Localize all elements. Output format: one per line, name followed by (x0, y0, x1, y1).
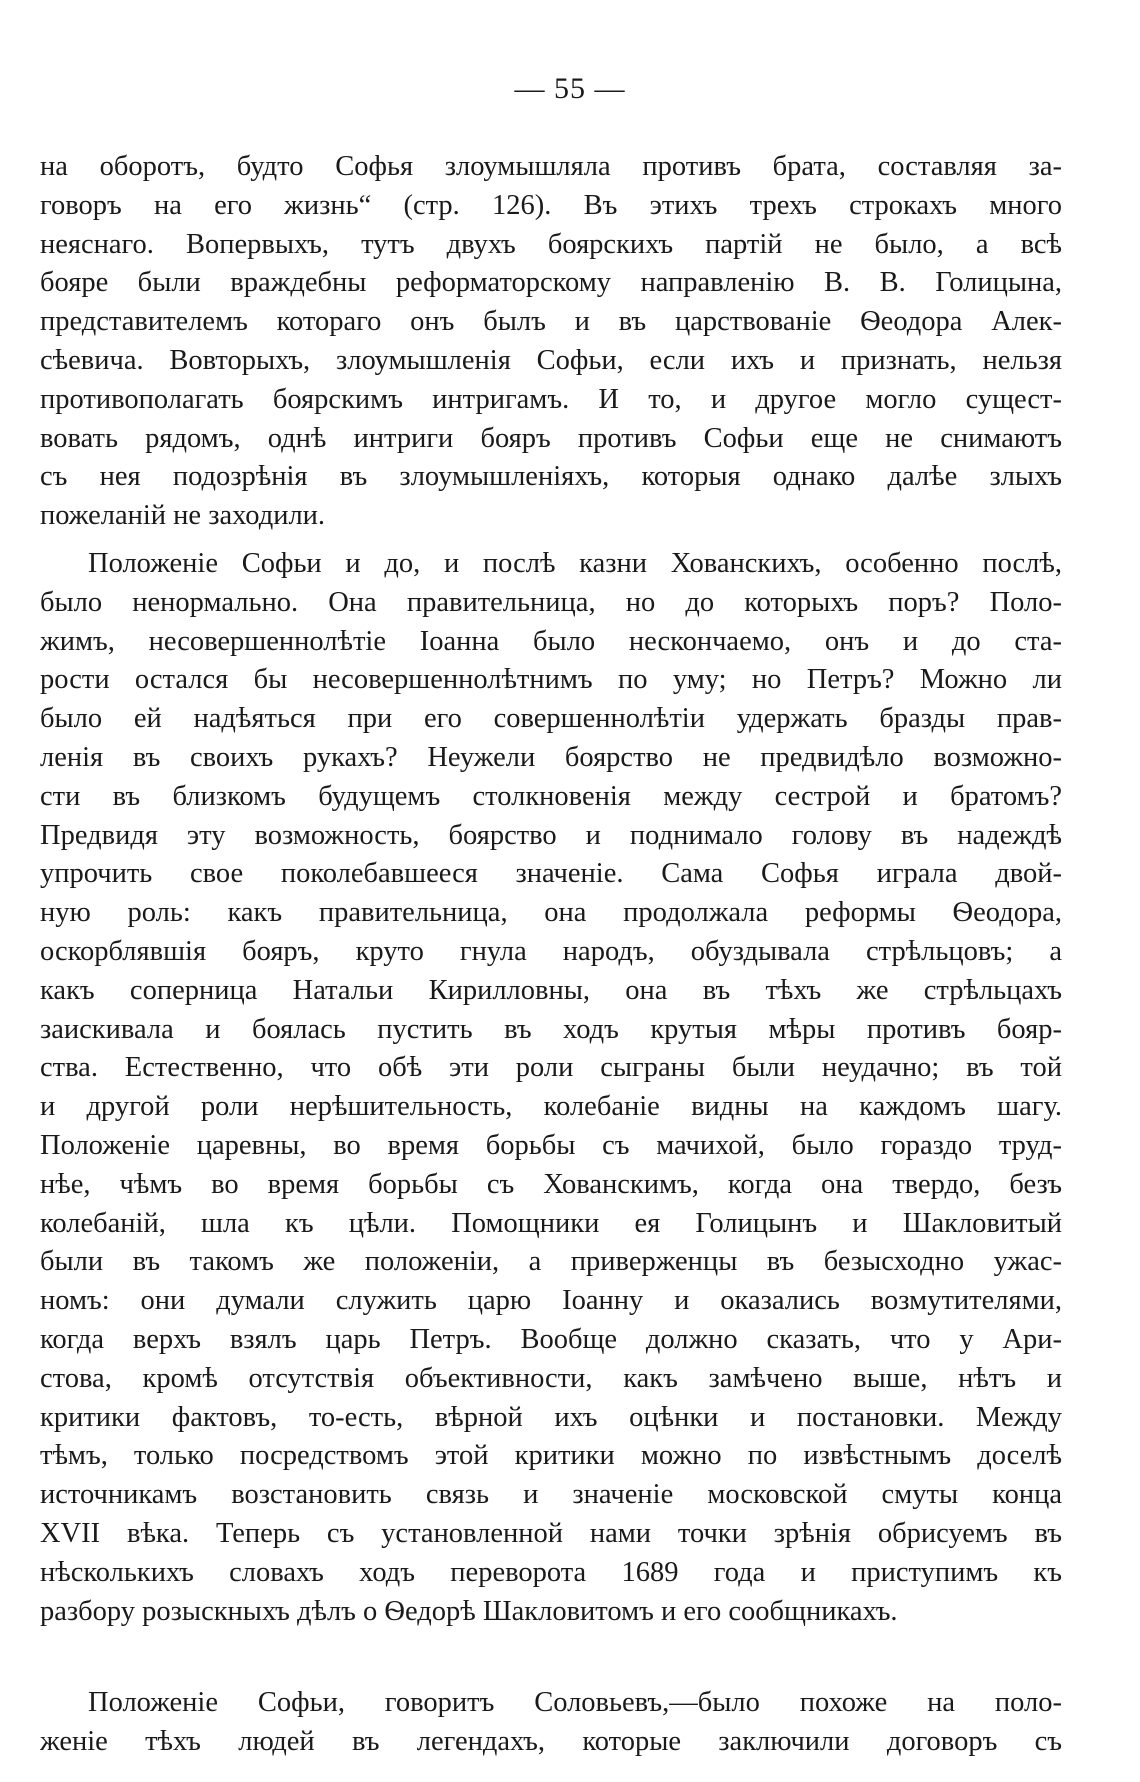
text-line: какъ соперница Натальи Кирилловны, она въ тѣхъ же стрѣльцахъ (40, 974, 1062, 1006)
text-line: ленія въ своихъ рукахъ? Неужели боярство не предвидѣло возможно- (40, 741, 1062, 773)
text-line: когда верхъ взялъ царь Петръ. Вообще должно сказать, что у Ари- (40, 1323, 1062, 1355)
text-line: бояре были враждебны реформаторскому направленію В. В. Голицына, (40, 267, 1062, 299)
text-line: были въ такомъ же положеніи, а приверженцы въ безысходно ужас- (40, 1246, 1062, 1278)
text-line: источникамъ возстановить связь и значеніе московской смуты конца (40, 1479, 1062, 1511)
text-line: жимъ, несовершеннолѣтіе Іоанна было нескончаемо, онъ и до ста- (40, 625, 1062, 657)
text-line: сти въ близкомъ будущемъ столкновенія между сестрой и братомъ? (40, 780, 1062, 812)
text-line: Положеніе царевны, во время борьбы съ мачихой, было гораздо труд- (40, 1129, 1062, 1161)
text-line: женіе тѣхъ людей въ легендахъ, которые заключили договоръ съ (40, 1725, 1062, 1757)
text-line: противополагать боярскимъ интригамъ. И то, и другое могло сущест- (40, 383, 1062, 415)
paragraph-1 (40, 148, 1062, 536)
text-line: ства. Естественно, что обѣ эти роли сыграны были неудачно; въ той (40, 1052, 1062, 1084)
text-line: и другой роли нерѣшительность, колебаніе видны на каждомъ шагу. (40, 1091, 1062, 1123)
text-line: номъ: они думали служить царю Іоанну и оказались возмутителями, (40, 1285, 1062, 1317)
paragraph-3 (40, 1684, 1062, 1762)
text-line: нѣе, чѣмъ во время борьбы съ Хованскимъ, когда она твердо, безъ (40, 1168, 1062, 1200)
text-line: колебаній, шла къ цѣли. Помощники ея Голицынъ и Шакловитый (40, 1207, 1062, 1239)
paragraph-2 (40, 545, 1062, 1631)
text-line: разбору розыскныхъ дѣлъ о Ѳедорѣ Шакловитомъ и его сообщникахъ. (40, 1595, 898, 1627)
text-line: было ненормально. Она правительница, но до которыхъ поръ? Поло- (40, 586, 1062, 618)
text-line: нѣсколькихъ словахъ ходъ переворота 1689 года и приступимъ къ (40, 1556, 1062, 1588)
text-line: было ей надѣяться при его совершеннолѣтіи удержать бразды прав- (40, 703, 1062, 735)
text-line: неяснаго. Вопервыхъ, тутъ двухъ боярскихъ партій не было, а всѣ (40, 228, 1062, 260)
page-number: — 55 — (514, 72, 626, 105)
text-line: стова, кромѣ отсутствія объективности, какъ замѣчено выше, нѣтъ и (40, 1362, 1062, 1394)
text-line: тѣмъ, только посредствомъ этой критики можно по извѣстнымъ доселѣ (40, 1440, 1062, 1472)
text-line: упрочить свое поколебавшееся значеніе. Сама Софья играла двой- (40, 858, 1062, 890)
text-line: заискивала и боялась пустить въ ходъ крутыя мѣры противъ бояр- (40, 1013, 1062, 1045)
text-line: критики фактовъ, то-есть, вѣрной ихъ оцѣнки и постановки. Между (40, 1401, 1062, 1433)
text-line: рости остался бы несовершеннолѣтнимъ по уму; но Петръ? Можно ли (40, 664, 1062, 696)
text-line: съ нея подозрѣнія въ злоумышленіяхъ, которыя однако далѣе злыхъ (40, 461, 1062, 493)
text-line: пожеланій не заходили. (40, 500, 326, 532)
text-line: XVII вѣка. Теперь съ установленной нами точки зрѣнія обрисуемъ въ (40, 1517, 1062, 1549)
text-line: говоръ на его жизнь“ (стр. 126). Въ этихъ трехъ строкахъ много (40, 189, 1062, 221)
text-line: Предвидя эту возможность, боярство и поднимало голову въ надеждѣ (40, 819, 1062, 851)
text-line: сѣевича. Вовторыхъ, злоумышленія Софьи, если ихъ и признать, нельзя (40, 344, 1062, 376)
text-line: представителемъ котораго онъ былъ и въ царствованіе Ѳеодора Алек- (40, 306, 1062, 338)
text-line: Положеніе Софьи и до, и послѣ казни Хованскихъ, особенно послѣ, (88, 548, 1062, 579)
text-line: ную роль: какъ правительница, она продолжала реформы Ѳеодора, (40, 897, 1062, 929)
text-line: вовать рядомъ, однѣ интриги бояръ противъ Софьи еще не снимаютъ (40, 422, 1062, 454)
text-line: на оборотъ, будто Софья злоумышляла противъ брата, составляя за- (40, 151, 1062, 182)
text-line: оскорблявшія бояръ, круто гнула народъ, обуздывала стрѣльцовъ; а (40, 935, 1062, 967)
text-line: Положеніе Софьи, говоритъ Соловьевъ,—было похоже на поло- (88, 1687, 1062, 1718)
